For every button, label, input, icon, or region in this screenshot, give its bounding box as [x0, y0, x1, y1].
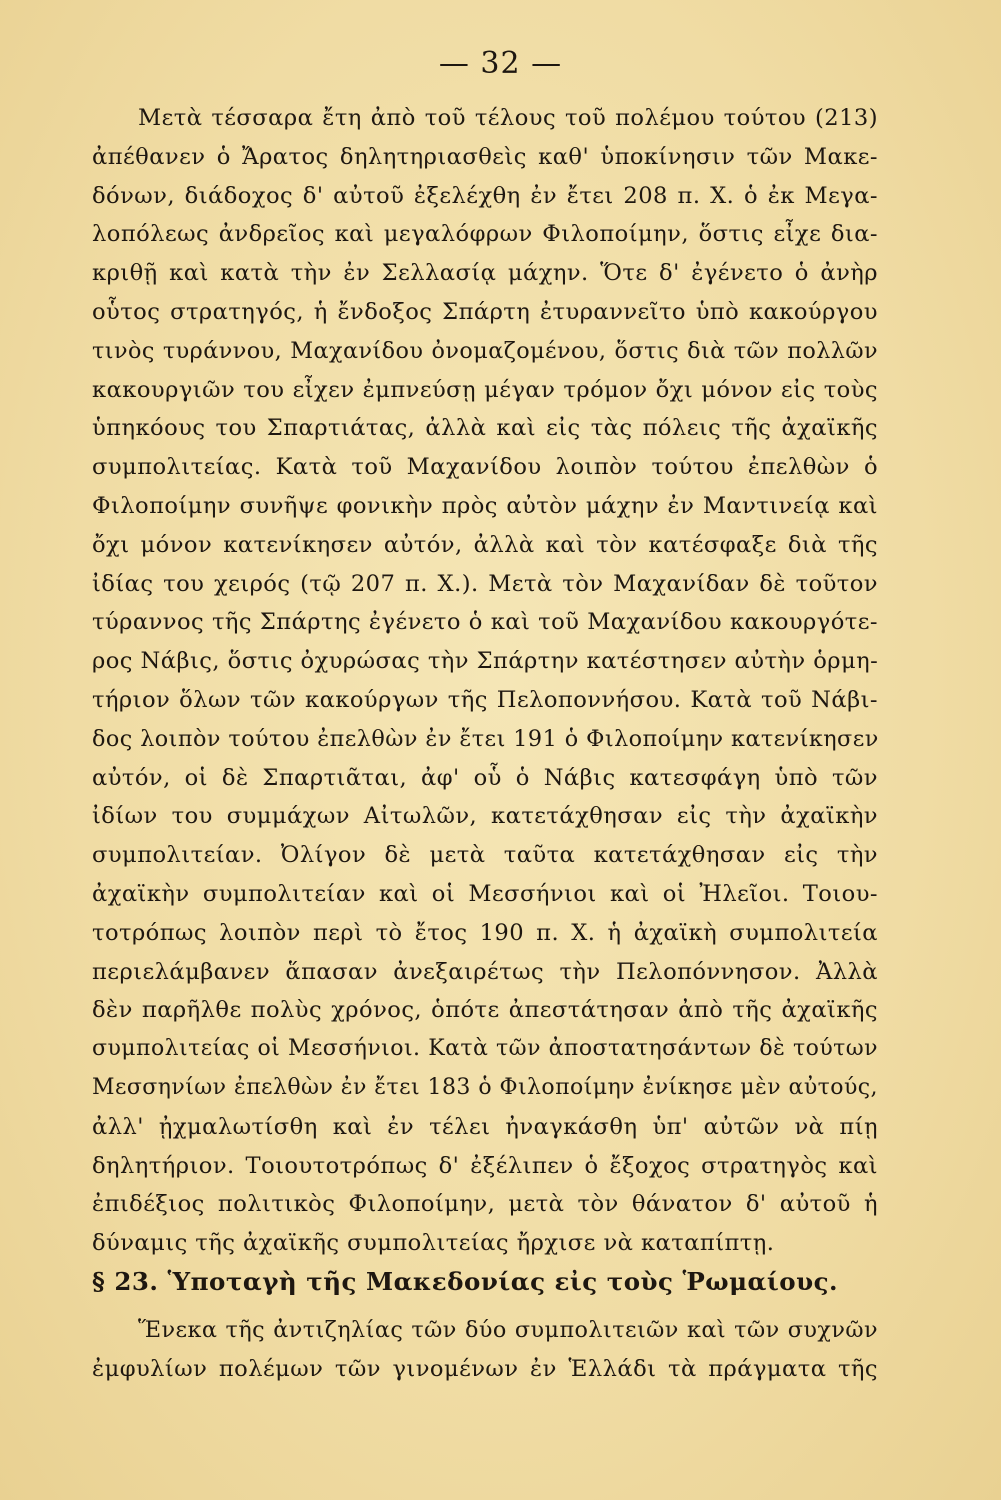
text-line: Μετὰ τέσσαρα ἔτη ἀπὸ τοῦ τέλους τοῦ πολέμου τούτου (213) [138, 105, 878, 131]
text-line: ἀλλ' ᾐχμαλωτίσθη καὶ ἐν τέλει ἠναγκάσθη ὑπ' αὐτῶν νὰ πίῃ [92, 1113, 878, 1140]
text-line: Φιλοποίμην συνῆψε φονικὴν πρὸς αὐτὸν μάχην ἐν Μαντινείᾳ καὶ [92, 492, 878, 519]
text-line: ὑπηκόους του Σπαρτιάτας, ἀλλὰ καὶ εἰς τὰς πόλεις τῆς ἀχαϊκῆς [92, 415, 878, 442]
text-line: δὲν παρῆλθε πολὺς χρόνος, ὁπότε ἀπεστάτησαν ἀπὸ τῆς ἀχαϊκῆς [92, 997, 878, 1024]
text-line: ὄχι μόνον κατενίκησεν αὐτόν, ἀλλὰ καὶ τὸν κατέσφαξε διὰ τῆς [92, 531, 878, 558]
text-line: οὗτος στρατηγός, ἡ ἔνδοξος Σπάρτη ἐτυραννεῖτο ὑπὸ κακούργου [92, 298, 878, 325]
text-line: ἀχαϊκὴν συμπολιτείαν καὶ οἱ Μεσσήνιοι καὶ οἱ Ἠλεῖοι. Τοιου- [92, 880, 878, 907]
text-line: δόνων, διάδοχος δ' αὐτοῦ ἐξελέχθη ἐν ἔτει 208 π. Χ. ὁ ἐκ Μεγα- [92, 182, 878, 209]
text-line: συμπολιτείας οἱ Μεσσήνιοι. Κατὰ τῶν ἀποστατησάντων δὲ τούτων [92, 1036, 878, 1062]
text-line: δηλητήριον. Τοιουτοτρόπως δ' ἐξέλιπεν ὁ ἔξοχος στρατηγὸς καὶ [92, 1152, 878, 1179]
text-line: ἰδίας του χειρός (τῷ 207 π. Χ.). Μετὰ τὸν Μαχανίδαν δὲ τοῦτον [92, 570, 878, 597]
text-line: λοπόλεως ἀνδρεῖος καὶ μεγαλόφρων Φιλοποίμην, ὅστις εἶχε δια- [92, 221, 878, 248]
text-line: συμπολιτείας. Κατὰ τοῦ Μαχανίδου λοιπὸν τούτου ἐπελθὼν ὁ [92, 454, 878, 481]
text-line: κριθῇ καὶ κατὰ τὴν ἐν Σελλασίᾳ μάχην. Ὅτε δ' ἐγένετο ὁ ἀνὴρ [92, 260, 878, 287]
paragraph-main [92, 99, 878, 1263]
text-line: αὐτόν, οἱ δὲ Σπαρτιᾶται, ἀφ' οὗ ὁ Νάβις κατεσφάγη ὑπὸ τῶν [92, 764, 878, 791]
text-line: τινὸς τυράννου, Μαχανίδου ὀνομαζομένου, ὅστις διὰ τῶν πολλῶν [92, 337, 878, 364]
text-line: συμπολιτείαν. Ὀλίγον δὲ μετὰ ταῦτα κατετάχθησαν εἰς τὴν [92, 842, 878, 869]
text-line: ἐμφυλίων πολέμων τῶν γινομένων ἐν Ἑλλάδι τὰ πράγματα τῆς [92, 1355, 878, 1382]
text-line: κακουργιῶν του εἶχεν ἐμπνεύσῃ μέγαν τρόμον ὄχι μόνον εἰς τοὺς [92, 376, 878, 403]
page-number: — 32 — [438, 46, 563, 81]
text-line: περιελάμβανεν ἅπασαν ἀνεξαιρέτως τὴν Πελοπόννησον. Ἀλλὰ [92, 958, 878, 985]
text-line: τύραννος τῆς Σπάρτης ἐγένετο ὁ καὶ τοῦ Μαχανίδου κακουργότε- [92, 609, 878, 636]
text-line: ρος Νάβις, ὅστις ὀχυρώσας τὴν Σπάρτην κατέστησεν αὐτὴν ὁρμη- [92, 648, 879, 675]
text-line: ἀπέθανεν ὁ Ἄρατος δηλητηριασθεὶς καθ' ὑποκίνησιν τῶν Μακε- [92, 143, 878, 170]
section-heading: § 23. Ὑποταγὴ τῆς Μακεδονίας εἰς τοὺς Ῥωμαίους. [92, 1267, 839, 1296]
text-line: δος λοιπὸν τούτου ἐπελθὼν ἐν ἔτει 191 ὁ Φιλοποίμην κατενίκησεν [92, 725, 879, 752]
text-line: Ἕνεκα τῆς ἀντιζηλίας τῶν δύο συμπολιτειῶν καὶ τῶν συχνῶν [138, 1317, 878, 1343]
text-line: Μεσσηνίων ἐπελθὼν ἐν ἔτει 183 ὁ Φιλοποίμην ἐνίκησε μὲν αὐτούς, [92, 1074, 878, 1100]
text-line: τοτρόπως λοιπὸν περὶ τὸ ἔτος 190 π. Χ. ἡ ἀχαϊκὴ συμπολιτεία [92, 919, 878, 946]
text-line: ἰδίων του συμμάχων Αἰτωλῶν, κατετάχθησαν εἰς τὴν ἀχαϊκὴν [92, 803, 878, 830]
text-line: τήριον ὅλων τῶν κακούργων τῆς Πελοποννήσου. Κατὰ τοῦ Νάβι- [92, 686, 878, 713]
text-line: ἐπιδέξιος πολιτικὸς Φιλοποίμην, μετὰ τὸν θάνατον δ' αὐτοῦ ἡ [92, 1191, 878, 1218]
section-paragraph [92, 1311, 878, 1389]
text-line: δύναμις τῆς ἀχαϊκῆς συμπολιτείας ἤρχισε νὰ καταπίπτῃ. [92, 1230, 775, 1257]
